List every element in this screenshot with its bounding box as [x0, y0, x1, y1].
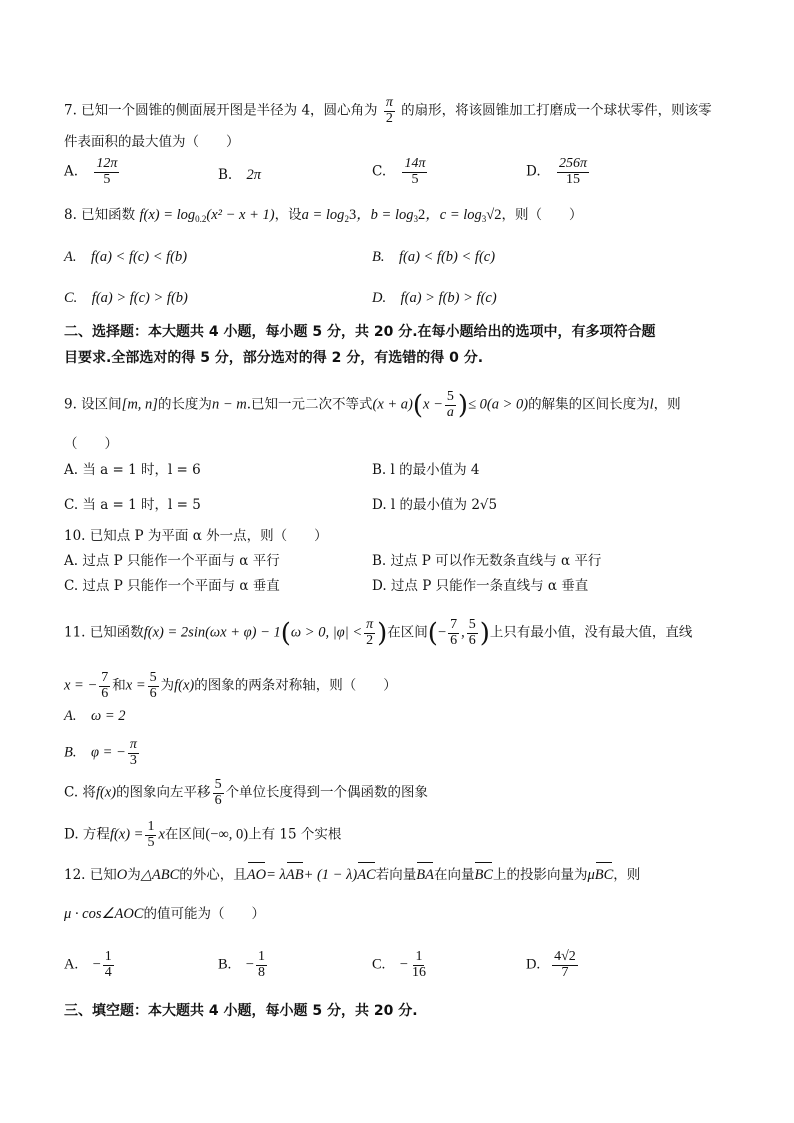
q9-option-b: B. l 的最小值为 4 [372, 462, 480, 478]
option-fraction [128, 738, 139, 768]
q12-text: 的外心，且 [179, 867, 247, 883]
option-fraction [557, 157, 589, 187]
frac-den: 6 [450, 632, 458, 648]
frac-num: 1 [415, 949, 423, 964]
q11-func: f(x) = 2sin(ωx + φ) − 1 [143, 624, 281, 641]
q11-text: 在区间 [387, 624, 428, 641]
q7-option-b [218, 165, 261, 185]
option-label: D. [526, 956, 541, 973]
q11-text: 上只有最小值，没有最大值，直线 [489, 624, 693, 641]
q12-O: O [116, 867, 128, 883]
q10-option-a: A. 过点 P 只能作一个平面与 α 平行 [64, 553, 280, 569]
q12-text: 的值可能为（ ） [143, 906, 265, 922]
q8-option-a: A. f(a) < f(c) < f(b) [64, 249, 188, 265]
q11-text: 上有 15 个实根 [248, 826, 342, 843]
q12-vec-AO: AO [246, 867, 267, 883]
q7-option-a [64, 157, 121, 187]
q12-vec-AB: AB [285, 867, 304, 883]
q9-fraction [445, 390, 456, 420]
q9-l: l [649, 396, 654, 413]
q11-text: 的图象的两条对称轴，则（ ） [194, 677, 397, 694]
frac-den: 6 [214, 792, 222, 808]
option-fraction [103, 950, 114, 980]
q7-angle-fraction [384, 96, 395, 126]
frac-den: 6 [101, 685, 109, 701]
q12-eq: + (1 − λ) [303, 867, 358, 883]
q12-vec-BA: BA [416, 867, 434, 883]
q12-option-d [526, 950, 580, 980]
frac-num: π [129, 737, 137, 752]
q10-option-b: B. 过点 P 可以作无数条直线与 α 平行 [372, 553, 602, 569]
q9-text: .已知一元二次不等式 [246, 396, 373, 413]
q11-fx: f(x) [95, 784, 117, 801]
frac-num: 256π [558, 156, 587, 171]
paren-close: ) [479, 618, 490, 649]
q10-option-c: C. 过点 P 只能作一个平面与 α 垂直 [64, 578, 280, 594]
q8-func-arg: (x² − x + 1) [206, 207, 275, 223]
q11-fx: f(x) = [109, 826, 144, 843]
q11-line2: x = − [64, 677, 98, 694]
q8-b-base: 3 [413, 214, 419, 224]
q12-option-c [372, 950, 430, 980]
q11-x: x [158, 826, 165, 843]
q9-interval: [m, n] [121, 396, 158, 413]
frac-num: 1 [104, 949, 112, 964]
q9-ineq: x − [423, 396, 443, 413]
frac-num: 1 [257, 949, 265, 964]
q11-text: 的图象向左平移 [116, 784, 211, 801]
q12-text: 在向量 [433, 867, 475, 883]
option-label: C. [372, 163, 387, 180]
q8-option-b: B. f(a) < f(b) < f(c) [372, 249, 496, 265]
q7-text: 7. 已知一个圆锥的侧面展开图是半径为 4，圆心角为 [64, 102, 378, 119]
q7-option-c [372, 157, 429, 187]
option-fraction [410, 950, 428, 980]
q12-option-b [218, 950, 269, 980]
frac-num: 14π [404, 156, 426, 171]
q9-ineq: ≤ 0(a > 0) [468, 396, 529, 413]
frac-num: 5 [468, 617, 476, 632]
frac-den: 6 [149, 685, 157, 701]
frac-den: 15 [565, 171, 580, 187]
frac-num: 5 [149, 670, 157, 685]
q12-expr: μ · cos∠AOC [64, 906, 144, 922]
q11-text: 11. 已知函数 [64, 624, 144, 641]
q8-c-arg: √2 [486, 207, 502, 223]
q12-stem-line1 [64, 865, 640, 885]
q11-neg: − [437, 624, 447, 641]
q8-c: ，c = log [425, 207, 482, 223]
option-label: A. − [64, 956, 101, 973]
q12-stem-line2 [64, 904, 265, 924]
q10-option-d: D. 过点 P 只能作一条直线与 α 垂直 [372, 578, 589, 594]
q11-text: 为 [160, 677, 175, 694]
section2-heading-line1: 二、选择题：本大题共 4 小题，每小题 5 分，共 20 分.在每小题给出的选项中，有多项符合题 [64, 324, 656, 340]
q12-text: 若向量 [375, 867, 417, 883]
q8-c-base: 3 [481, 214, 487, 224]
q8-option-d: D. f(a) > f(b) > f(c) [372, 290, 497, 306]
section2-heading-line2: 目要求.全部选对的得 5 分，部分选对的得 2 分，有选错的得 0 分. [64, 350, 484, 366]
q8-stem [64, 205, 582, 229]
frac-den: 3 [129, 752, 137, 768]
paren-open: ( [280, 618, 291, 649]
q11-cond: ω > 0, |φ| < [290, 624, 363, 641]
frac-den: 8 [257, 964, 265, 980]
q12-mu: μ [587, 867, 595, 883]
q9-stem-line1 [64, 390, 681, 420]
q7-stem-line2: 件表面积的最大值为（ ） [64, 134, 240, 150]
option-label: A. [64, 163, 79, 180]
q8-a-base: 2 [344, 214, 349, 224]
frac-num: 1 [147, 819, 155, 834]
q8-option-c: C. f(a) > f(c) > f(b) [64, 290, 188, 306]
q11-text: D. 方程 [64, 826, 110, 843]
frac-num: 12π [96, 156, 118, 171]
q8-func-base: 0.2 [195, 214, 207, 224]
paren-open: ( [412, 390, 424, 421]
frac-den: 2 [385, 110, 393, 126]
paren-close: ) [377, 618, 388, 649]
option-fraction [256, 950, 267, 980]
q7-stem-line1 [64, 96, 712, 126]
frac-num: π [366, 617, 374, 632]
frac-den: 2 [366, 632, 374, 648]
option-value: 2π [246, 167, 262, 183]
q11-text: C. 将 [64, 784, 96, 801]
frac-num: 5 [446, 389, 454, 404]
q9-text: 的长度为 [157, 396, 212, 413]
paren-close: ) [457, 390, 469, 421]
q11-int-fraction2 [467, 618, 478, 648]
q8-a-arg: 3 [348, 207, 357, 223]
q11-option-d [64, 820, 341, 850]
option-fraction [402, 157, 427, 187]
frac-num: 7 [101, 670, 109, 685]
q10-stem: 10. 已知点 P 为平面 α 外一点，则（ ） [64, 528, 328, 544]
frac-num: 4√2 [554, 949, 576, 964]
q8-b-arg: 2 [418, 207, 426, 223]
q11-option-b [64, 738, 141, 768]
q11-line2: x = [125, 677, 146, 694]
q9-option-d: D. l 的最小值为 2√5 [372, 497, 498, 513]
section3-heading: 三、填空题：本大题共 4 小题，每小题 5 分，共 20 分. [64, 1003, 418, 1019]
q11-text: 个单位长度得到一个偶函数的图象 [225, 784, 429, 801]
q11-stem-line2 [64, 671, 397, 701]
frac-den: 16 [411, 964, 426, 980]
q12-text: ，则 [613, 867, 641, 883]
q11-text: 在区间 [164, 826, 206, 843]
q9-text: 9. 设区间 [64, 396, 122, 413]
paren-open: ( [427, 618, 438, 649]
option-label: B. − [218, 956, 254, 973]
q11-line2-fraction2 [148, 671, 159, 701]
q11-stem-line1: 11. 已知函数f(x) = 2sin(ωx + φ) − 1(ω > 0, |φ| < $\frac{\pi}{2}$ )在区间(− $\frac{7}{6}$ , $\frac{5}{6}$ )上只有最小值，没有最大值，直线 [64, 617, 693, 649]
frac-num: π [385, 95, 393, 110]
q9-length: n − m [211, 396, 247, 413]
q12-text: 为 [127, 867, 141, 883]
option-label: B. [218, 167, 233, 183]
q9-option-c: C. 当 a = 1 时，l = 5 [64, 497, 201, 513]
q8-text: ，设 [274, 207, 302, 223]
q11-option-a: A. ω = 2 [64, 708, 126, 724]
q12-text: 12. 已知 [64, 867, 117, 883]
q7-option-d [526, 157, 591, 187]
q12-eq: = λ [266, 867, 286, 883]
option-fraction [145, 820, 156, 850]
frac-den: 5 [103, 171, 111, 187]
q11-text: 和 [112, 677, 126, 694]
q9-ineq: (x + a) [372, 396, 413, 413]
frac-num: 5 [214, 777, 222, 792]
option-label: D. [526, 163, 541, 180]
frac-den: 4 [104, 964, 112, 980]
q8-text: 8. 已知函数 [64, 207, 136, 223]
q9-text: 的解集的区间长度为 [528, 396, 650, 413]
q8-text: ，则（ ） [501, 207, 583, 223]
q9-option-a: A. 当 a = 1 时，l = 6 [64, 462, 201, 478]
frac-den: 5 [147, 834, 155, 850]
q11-cond-fraction [364, 618, 375, 648]
q12-text: 上的投影向量为 [492, 867, 588, 883]
frac-den: a [446, 404, 454, 420]
frac-den: 5 [411, 171, 419, 187]
q11-option-c [64, 778, 428, 808]
q12-vec-BC: BC [594, 867, 614, 883]
q8-func: f(x) = log [139, 207, 196, 223]
frac-den: 6 [468, 632, 476, 648]
q9-stem-line2: （ ） [64, 436, 118, 452]
q8-a: a = log [301, 207, 345, 223]
q12-vec-BC: BC [474, 867, 493, 883]
q11-int-fraction1 [448, 618, 459, 648]
q11-fx: f(x) [174, 677, 195, 694]
option-fraction [213, 778, 224, 808]
option-label: B. φ = − [64, 744, 126, 761]
q12-option-a [64, 950, 116, 980]
q11-interval: (−∞, 0) [205, 826, 249, 843]
option-label: C. − [372, 956, 408, 973]
frac-den: 7 [561, 964, 569, 980]
q12-vec-AC: AC [357, 867, 376, 883]
q8-b: ，b = log [356, 207, 414, 223]
q7-text: 的扇形，将该圆锥加工打磨成一个球状零件，则该零 [401, 102, 712, 119]
option-fraction [94, 157, 119, 187]
frac-num: 7 [450, 617, 458, 632]
q9-text: ，则 [653, 396, 681, 413]
option-fraction [552, 950, 578, 980]
q11-line2-fraction1 [99, 671, 110, 701]
q12-triangle: △ABC [140, 867, 180, 883]
